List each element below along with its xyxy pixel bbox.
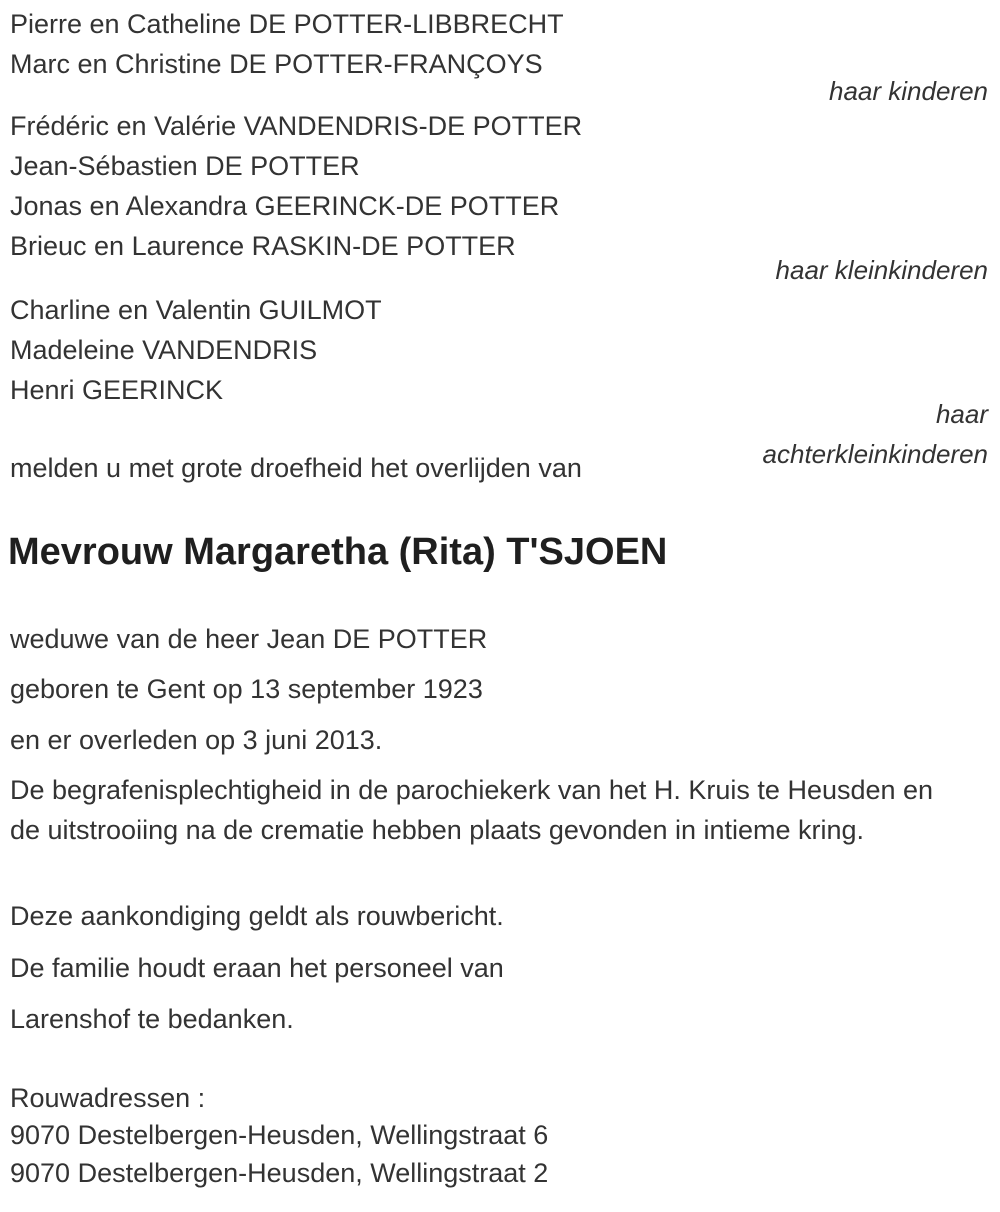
born-line: geboren te Gent op 13 september 1923 [10,674,483,704]
died-line: en er overleden op 3 juni 2013. [10,725,383,755]
name-line: Charline en Valentin GUILMOT [10,295,382,325]
grandchildren-relation-label: haar kleinkinderen [775,255,988,285]
deceased-name-title: Mevrouw Margaretha (Rita) T'SJOEN [8,531,668,573]
widow-line: weduwe van de heer Jean DE POTTER [10,624,488,654]
name-line: Madeleine VANDENDRIS [10,335,318,365]
mourning-address-2: 9070 Destelbergen-Heusden, Wellingstraat 2 [10,1158,549,1188]
mourning-address-1: 9070 Destelbergen-Heusden, Wellingstraat 6 [10,1120,549,1150]
name-line: Frédéric en Valérie VANDENDRIS-DE POTTER [10,111,583,141]
children-names [10,4,564,84]
name-line: Jonas en Alexandra GEERINCK-DE POTTER [10,191,560,221]
thanks-line-1: De familie houdt eraan het personeel van [10,953,504,983]
name-line: Brieuc en Laurence RASKIN-DE POTTER [10,231,516,261]
funeral-paragraph: De begrafenisplechtigheid in de parochiekerk van het H. Kruis te Heusden en de uitstrooiing na de crematie hebben plaats gevonden in intieme kring. [10,775,934,845]
name-line: Pierre en Catheline DE POTTER-LIBBRECHT [10,9,564,39]
great-grandchildren-names [10,290,382,410]
name-line: Marc en Christine DE POTTER-FRANÇOYS [10,49,543,79]
great-grandchildren-relation-label: haar achterkleinkinderen [762,399,988,469]
name-line: Jean-Sébastien DE POTTER [10,151,360,181]
children-relation-label: haar kinderen [829,76,988,106]
notice-line: Deze aankondiging geldt als rouwbericht. [10,901,504,931]
thanks-line-2: Larenshof te bedanken. [10,1004,294,1034]
mourning-addresses-label: Rouwadressen : [10,1083,206,1113]
grandchildren-names [10,106,582,266]
intro-line: melden u met grote droefheid het overlijden van [10,453,582,483]
name-line: Henri GEERINCK [10,375,224,405]
